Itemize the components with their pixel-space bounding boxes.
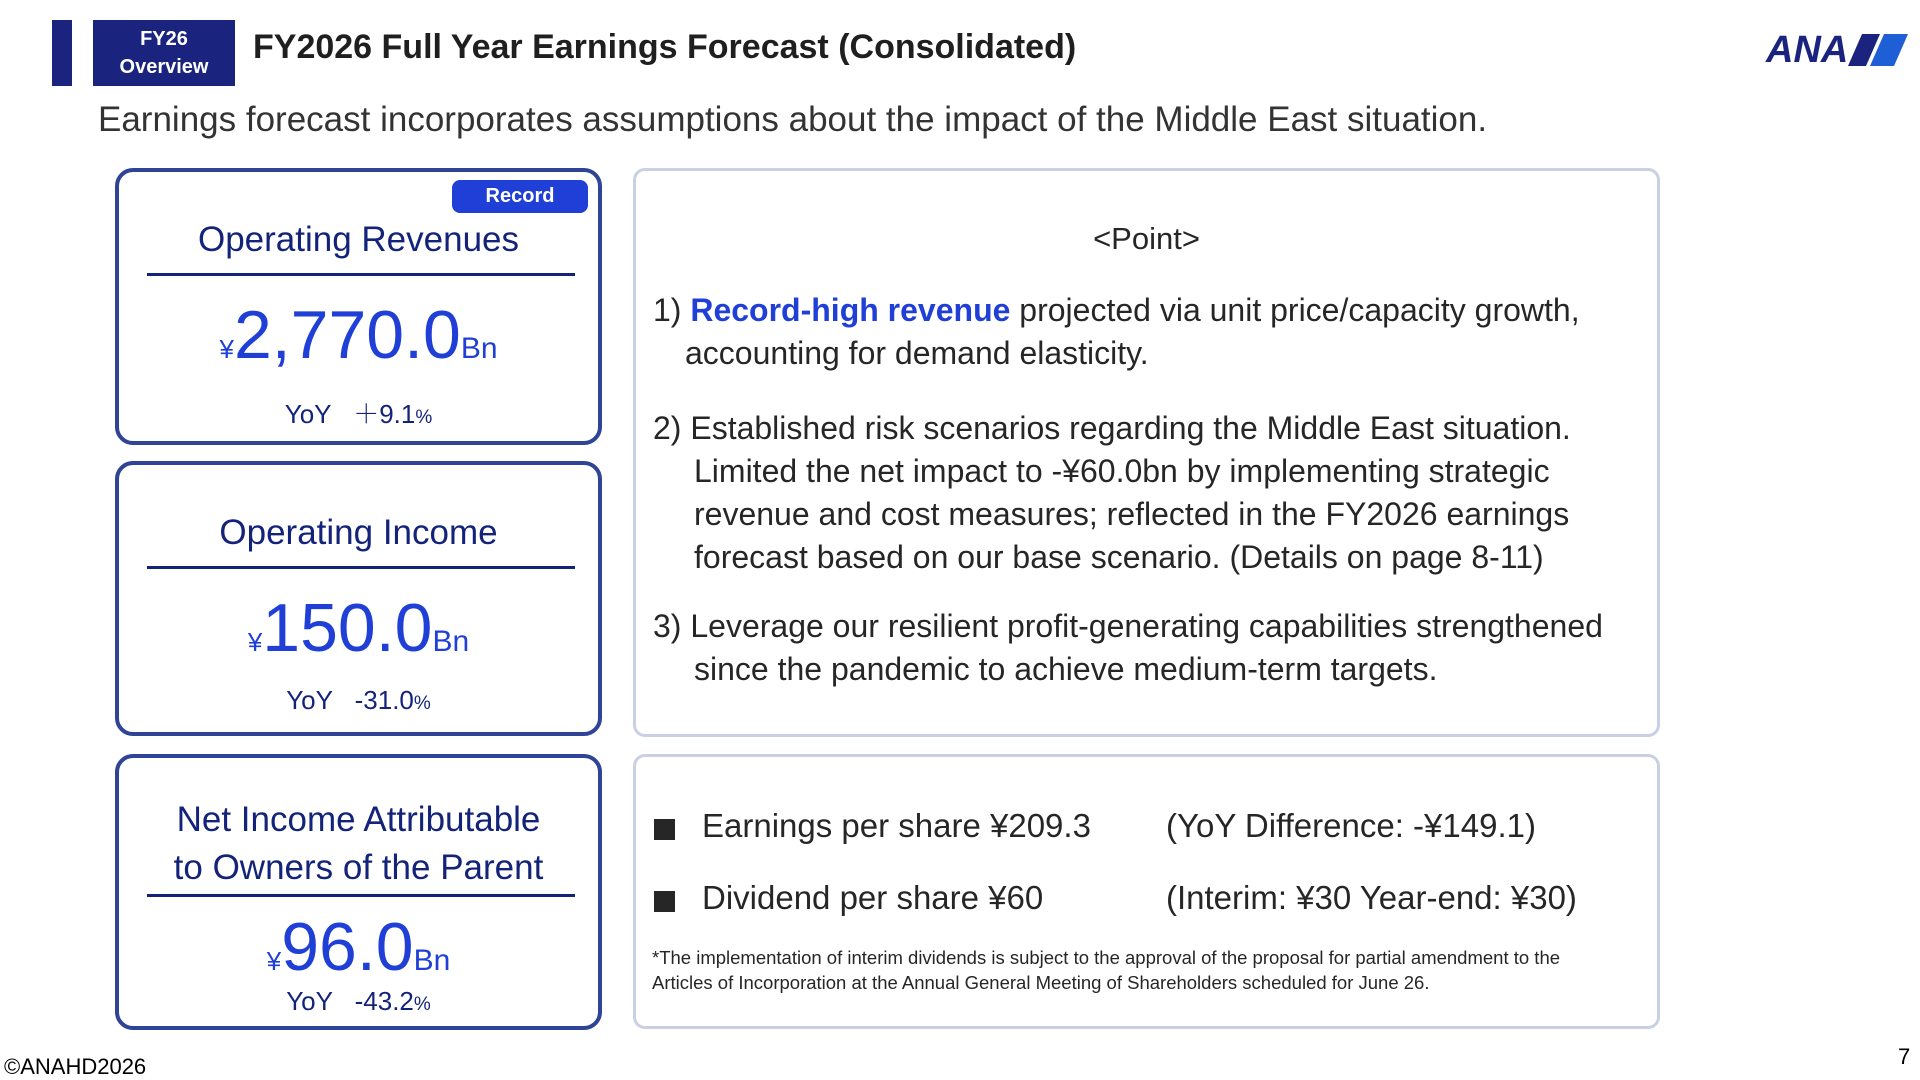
yen-symbol: ¥ — [266, 946, 282, 976]
kpi-divider — [147, 273, 575, 276]
kpi-yoy — [119, 685, 598, 716]
kpi-label-line1: Net Income Attributable — [176, 800, 541, 839]
page-number: 7 — [1898, 1044, 1911, 1069]
kpi-yoy — [119, 986, 598, 1017]
point-1 — [653, 289, 1653, 375]
page-subtitle: Earnings forecast incorporates assumptions about the impact of the Middle East situation. — [98, 100, 1488, 139]
yoy-label: YoY — [286, 685, 333, 715]
record-high-revenue-highlight: Record-high revenue — [690, 292, 1011, 328]
kpi-amount: 2,770.0 — [233, 297, 461, 373]
section-tag-line1: FY26 — [140, 28, 188, 50]
per-share-panel — [633, 754, 1660, 1029]
kpi-card-operating-revenues — [115, 168, 602, 445]
ana-logo-text: ANA — [1766, 29, 1849, 71]
eps-note: (YoY Difference: -¥149.1) — [1166, 807, 1536, 844]
kpi-value — [119, 296, 598, 374]
yoy-percent: % — [415, 407, 433, 428]
point-1-prefix: 1) — [653, 292, 691, 328]
point-2-line2: Limited the net impact to -¥60.0bn by implementing strategic — [694, 453, 1550, 489]
kpi-value — [119, 908, 598, 986]
section-tag — [93, 20, 235, 86]
yoy-value: ＋9.1 — [353, 399, 416, 429]
kpi-unit: Bn — [413, 944, 451, 977]
footnote-line2: Articles of Incorporation at the Annual General Meeting of Shareholders scheduled for June 26. — [652, 972, 1430, 993]
ana-logo — [1762, 24, 1912, 72]
kpi-divider — [147, 894, 575, 897]
key-points-panel — [633, 168, 1660, 737]
point-1-line1 — [653, 289, 1653, 332]
kpi-card-operating-income — [115, 461, 602, 736]
point-2-line4: forecast based on our base scenario. (Details on page 8-11) — [694, 539, 1544, 575]
yen-symbol: ¥ — [247, 627, 263, 657]
kpi-label: Operating Income — [219, 513, 498, 552]
yoy-label: YoY — [286, 986, 333, 1016]
section-tag-line2: Overview — [119, 56, 209, 78]
page-title: FY2026 Full Year Earnings Forecast (Consolidated) — [253, 28, 1077, 66]
kpi-unit: Bn — [432, 625, 470, 658]
dividend-footnote — [652, 945, 1652, 995]
kpi-amount: 150.0 — [262, 590, 433, 666]
kpi-divider — [147, 566, 575, 569]
dps-label: Dividend per share ¥60 — [702, 879, 1044, 916]
kpi-value — [119, 589, 598, 667]
point-1-line2: accounting for demand elasticity. — [685, 335, 1149, 371]
point-3-line2: since the pandemic to achieve medium-term targets. — [694, 651, 1438, 687]
yoy-value: -31.0 — [354, 685, 414, 715]
kpi-amount: 96.0 — [281, 909, 414, 985]
record-badge: Record — [452, 180, 588, 213]
point-3-line1: 3) Leverage our resilient profit-generating capabilities strengthened — [653, 608, 1603, 644]
footnote-line1: *The implementation of interim dividends is subject to the approval of the proposal for partial amendment to the — [652, 947, 1561, 968]
yoy-value: -43.2 — [354, 986, 414, 1016]
point-2-line3: revenue and cost measures; reflected in the FY2026 earnings — [694, 496, 1570, 532]
yoy-percent: % — [413, 994, 431, 1015]
header-accent-bar — [52, 20, 72, 86]
yen-symbol: ¥ — [219, 334, 234, 364]
square-bullet-icon — [654, 891, 675, 912]
point-2-line1: 2) Established risk scenarios regarding the Middle East situation. — [653, 410, 1571, 446]
yoy-percent: % — [413, 693, 431, 714]
point-1-rest: projected via unit price/capacity growth, — [1010, 292, 1580, 328]
eps-label: Earnings per share ¥209.3 — [702, 807, 1091, 844]
point-2 — [653, 407, 1653, 579]
kpi-unit: Bn — [460, 332, 498, 365]
yoy-label: YoY — [284, 399, 332, 429]
kpi-label: Operating Revenues — [197, 220, 520, 259]
copyright: ©ANAHD2026 — [4, 1054, 147, 1079]
kpi-label-line2: to Owners of the Parent — [173, 848, 544, 887]
point-3 — [653, 605, 1653, 691]
dps-note: (Interim: ¥30 Year-end: ¥30) — [1166, 879, 1577, 916]
square-bullet-icon — [654, 819, 675, 840]
kpi-yoy — [119, 394, 598, 431]
kpi-card-net-income — [115, 754, 602, 1030]
points-heading: <Point> — [1093, 221, 1200, 256]
